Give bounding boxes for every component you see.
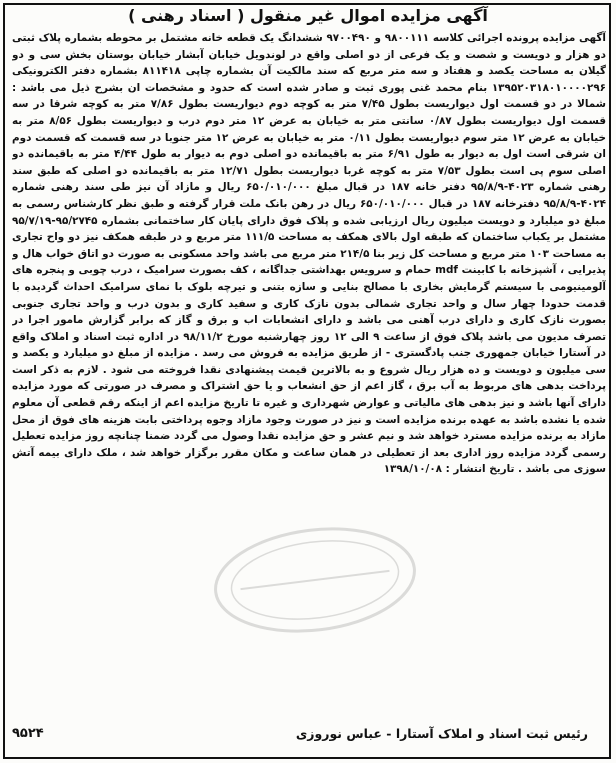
notice-title: آگهی مزایده اموال غیر منقول ( اسناد رهنی ) — [128, 6, 488, 25]
notice-footer — [0, 720, 616, 750]
signer-line: رئیس ثبت اسناد و املاک آستارا - عباس نوروزی — [295, 726, 588, 741]
notice-body: آگهی مزایده پرونده اجرائی کلاسه ۹۸۰۰۱۱۱ و ۹۷۰۰۴۹۰ ششدانگ یک قطعه خانه مشتمل بر محوطه بشماره پلاک ثبتی دو هزار و دویست و شصت و یک فرعی از دو اصلی واقع در لوندویل خیابان آبشار خیابان بوستان بخش سی و دو گیلان به مساحت یکصد و هفتاد و سه متر مربع که سند مالکیت آن بشماره چاپی ۸۱۱۴۱۸ بشماره دفتر الکترونیکی ۱۳۹۵۲۰۳۱۸۰۱۰۰۰۰۲۹۶ بنام محمد غنی پوری ثبت و صادر شده است که حدود و مشخصات ان بشرح ذیل می باشد : شمالا در دو قسمت اول دیواریست بطول ۷/۴۵ متر به کوچه دوم دیواریست بطول ۷/۸۶ متر به کوچه شرقا در سه قسمت اول دیواریست بطول ۰/۸۷ سانتی متر به خیابان به عرض ۱۲ متر دوم درب و دیواریست بطول ۸/۵۶ متر به خیابان به عرض ۱۲ متر سوم دیواریست بطول ۰/۱۱ متر به خیابان به عرض ۱۲ متر جنوبا در سه قسمت که قسمت دوم ان شرقی است اول به دیوار به طول ۶/۹۱ متر به باقیمانده دو اصلی دوم به دیوار به طول ۴/۴۴ متر به باقیمانده دو اصلی سوم پی است بطول ۷/۵۳ متر به کوچه غربا دیواریست بطول ۱۲/۷۱ متر به باقیمانده دو اصلی که طبق سند رهنی شماره ۴۰۲۳-۹۵/۸/۹ دفتر خانه ۱۸۷ در قبال مبلغ ۶۵۰/۰۱۰/۰۰۰ ریال و مازاد آن نیز طی سند رهنی شماره ۴۰۲۴-۹۵/۸/۹ دفترخانه ۱۸۷ در قبال ۶۵۰/۰۱۰/۰۰۰ ریال در رهن بانک ملت قرار گرفته و طبق نظر کارشناس رسمی به مبلغ دو میلیارد و دویست میلیون ریال ارزیابی شده و پلاک فوق دارای پایان کار ساختمانی بشماره ۹۵/۲۷۴۵-۹۵/۷/۱۹ مشتمل بر یکباب ساختمان که طبقه اول بالای همکف به مساحت ۱۱۱/۵ متر مربع و در طبقه همکف نیز دو واح تجاری به مساحت ۱۰۳ متر مربع و مساحت کل زیر بنا ۲۱۴/۵ متر مربع می باشد واحد مسکونی به صورت دو اتاق خواب هال و پذیرایی ، آشپزخانه با کابینت mdf حمام و سرویس بهداشتی جداگانه ، کف بصورت سرامیک ، درب چوبی و پنجره های آلومینیومی با سیستم گرمایش بخاری با مصالح بنایی و سازه بتنی و تیرچه بلوک با نمای سرامیک احداث گردیده با قدمت حدودا چهار سال و واحد تجاری شمالی بدون نازک کاری و سفید کاری و بدون درب و واحد تجاری جنوبی بصورت نازک کاری و دارای درب آهنی می باشد و دارای انشعابات اب و برق و گاز که برابر گزارش مامور اجرا در تصرف مدیون می باشد پلاک فوق از ساعت ۹ الی ۱۲ روز چهارشنبه مورخ ۹۸/۱۱/۲ در اداره ثبت اسناد و املاک واقع در آستارا خیابان جمهوری جنب پادگستری - از طریق مزایده به فروش می رسد . مزایده از مبلغ دو میلیارد و یکصد و سی میلیون و دویست و ده هزار ریال شروع و به بالاترین قیمت پیشنهادی نقدا فروخته می شود . لازم به ذکر است پرداخت بدهی های مربوط به آب برق ، گاز اعم از حق انشعاب و یا حق اشتراک و مصرف در صورتی که مورد مزایده دارای آنها باشد و نیز بدهی های مالیاتی و عوارض شهرداری و غیره تا تاریخ مزایده اعم از اینکه رقم قطعی آن معلوم شده یا نشده باشد به عهده برنده مزایده است و نیز در صورت وجود مازاد وجوه پرداختی بابت هزینه های فوق از محل مازاد به برنده مزایده مسترد خواهد شد و نیم عشر و حق مزایده نقدا وصول می گردد ضمنا چنانچه روز مزایده تعطیل رسمی گردد مزایده روز اداری بعد از تعطیلی در همان ساعت و مکان مقرر برگزار خواهد شد ، ملک دارای بیمه آتش سوزی می باشد . تاریخ انتشار : ۱۳۹۸/۱۰/۰۸ — [12, 32, 606, 476]
notice-code: ۹۵۲۴ — [12, 726, 44, 741]
